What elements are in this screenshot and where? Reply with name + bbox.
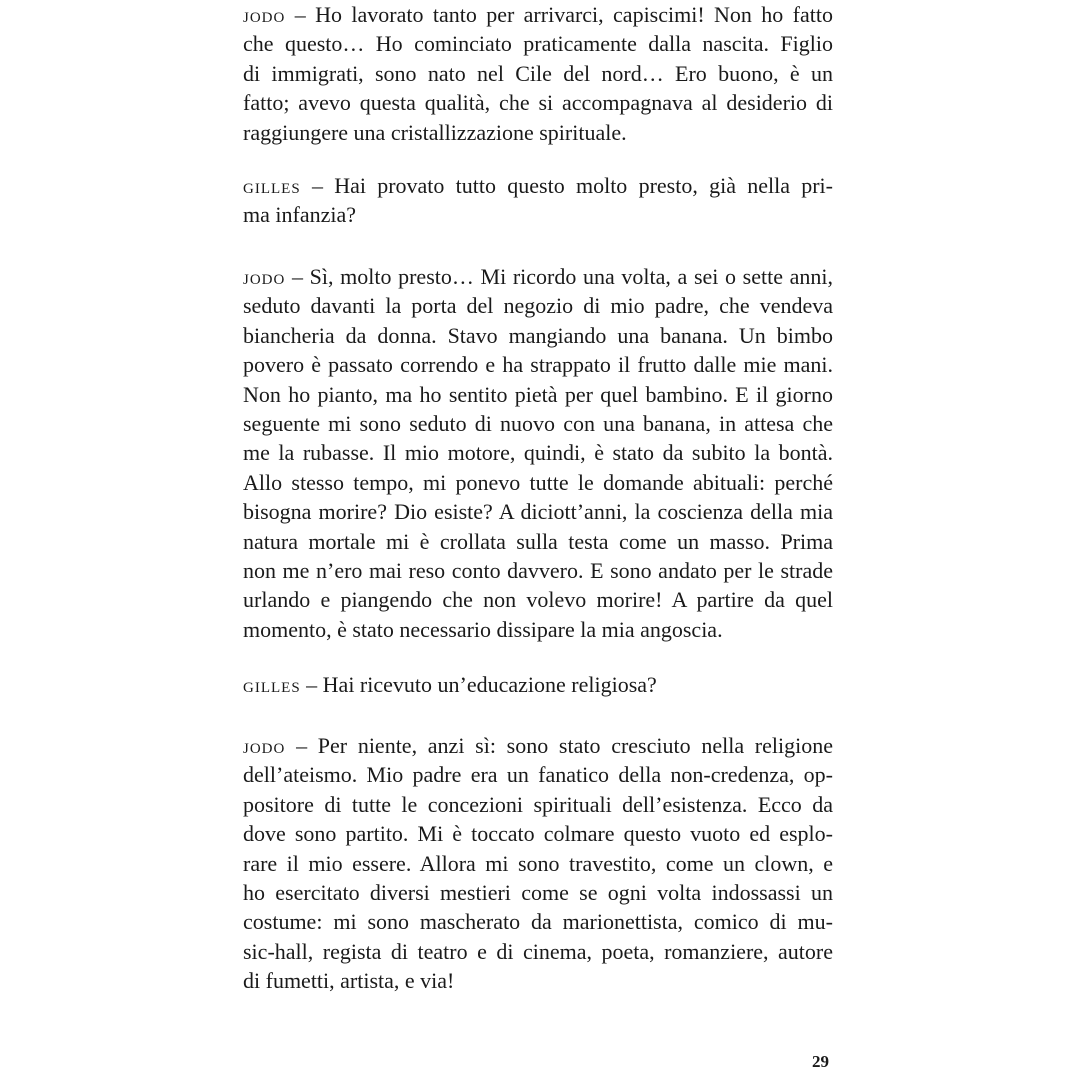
text-line: [243, 907, 833, 936]
line-text: povero è passato correndo e ha strappato il frutto dalle mie mani.: [243, 352, 833, 378]
text-line: [243, 409, 833, 438]
line-text: non me n’ero mai reso conto davvero. E sono andato per le strade: [243, 558, 833, 584]
text-line: [243, 438, 833, 467]
text-line: [243, 615, 833, 644]
dialogue-paragraph: [243, 670, 833, 699]
text-line: [243, 380, 833, 409]
line-text: – Hai provato tutto questo molto presto, già nella pri-: [311, 173, 833, 198]
text-line: [243, 790, 833, 819]
line-text: natura mortale mi è crollata sulla testa come un masso. Prima: [243, 528, 833, 554]
dialogue-paragraph: [243, 262, 833, 644]
line-text: ma infanzia?: [243, 202, 356, 228]
line-text: positore di tutte le concezioni spirituali dell’esistenza. Ecco da: [243, 791, 833, 817]
line-text: – Per niente, anzi sì: sono stato cresciuto nella religione: [296, 733, 833, 758]
line-text: – Ho lavorato tanto per arrivarci, capiscimi! Non ho fatto: [294, 2, 834, 27]
text-line: [243, 585, 833, 614]
line-text: sic-hall, regista di teatro e di cinema, poeta, romanziere, autore: [243, 938, 833, 964]
text-line: [243, 497, 833, 526]
speaker-name: gilles: [243, 173, 301, 198]
line-text: dell’ateismo. Mio padre era un fanatico della non-credenza, op-: [243, 762, 833, 788]
text-line: [243, 731, 833, 760]
line-text: bisogna morire? Dio esiste? A diciott’anni, la coscienza della mia: [243, 499, 833, 525]
dialogue-paragraph: [243, 0, 833, 147]
page-number: 29: [812, 1052, 829, 1071]
speaker-name: gilles: [243, 672, 301, 697]
text-line: [243, 468, 833, 497]
line-text: – Hai ricevuto un’educazione religiosa?: [306, 672, 657, 697]
text-line: [243, 262, 833, 291]
text-line: [243, 350, 833, 379]
line-text: me la rubasse. Il mio motore, quindi, è stato da subito la bontà.: [243, 440, 833, 466]
text-line: [243, 670, 833, 699]
line-text: biancheria da donna. Stavo mangiando una banana. Un bimbo: [243, 322, 833, 348]
text-line: [243, 118, 833, 147]
text-line: [243, 878, 833, 907]
text-line: [243, 200, 833, 229]
text-line: [243, 849, 833, 878]
line-text: di immigrati, sono nato nel Cile del nord… Ero buono, è un: [243, 60, 833, 86]
text-line: [243, 59, 833, 88]
text-line: [243, 937, 833, 966]
line-text: Non ho pianto, ma ho sentito pietà per quel bambino. E il giorno: [243, 381, 833, 407]
dialogue-paragraph: [243, 171, 833, 230]
speaker-name: jodo: [243, 2, 286, 27]
text-line: [243, 291, 833, 320]
line-text: ho esercitato diversi mestieri come se ogni volta indossassi un: [243, 880, 833, 906]
text-line: [243, 527, 833, 556]
line-text: seguente mi sono seduto di nuovo con una banana, in attesa che: [243, 411, 833, 437]
line-text: di fumetti, artista, e via!: [243, 968, 455, 994]
line-text: Allo stesso tempo, mi ponevo tutte le domande abituali: perché: [243, 469, 833, 495]
line-text: momento, è stato necessario dissipare la mia angoscia.: [243, 616, 723, 642]
line-text: raggiungere una cristallizzazione spirituale.: [243, 119, 627, 145]
speaker-name: jodo: [243, 264, 286, 289]
speaker-name: jodo: [243, 733, 286, 758]
text-line: [243, 556, 833, 585]
line-text: urlando e piangendo che non volevo morire! A partire da quel: [243, 587, 833, 613]
line-text: dove sono partito. Mi è toccato colmare questo vuoto ed esplo-: [243, 821, 833, 847]
text-line: [243, 966, 833, 995]
line-text: seduto davanti la porta del negozio di mio padre, che vendeva: [243, 293, 833, 319]
dialogue-paragraph: [243, 731, 833, 996]
text-line: [243, 819, 833, 848]
text-line: [243, 88, 833, 117]
text-line: [243, 760, 833, 789]
line-text: che questo… Ho cominciato praticamente dalla nascita. Figlio: [243, 31, 833, 57]
line-text: – Sì, molto presto… Mi ricordo una volta, a sei o sette anni,: [292, 264, 834, 289]
text-line: [243, 171, 833, 200]
line-text: costume: mi sono mascherato da marionettista, comico di mu-: [243, 909, 833, 935]
text-line: [243, 0, 833, 29]
text-line: [243, 29, 833, 58]
line-text: rare il mio essere. Allora mi sono travestito, come un clown, e: [243, 850, 833, 876]
text-line: [243, 321, 833, 350]
line-text: fatto; avevo questa qualità, che si accompagnava al desiderio di: [243, 90, 833, 116]
